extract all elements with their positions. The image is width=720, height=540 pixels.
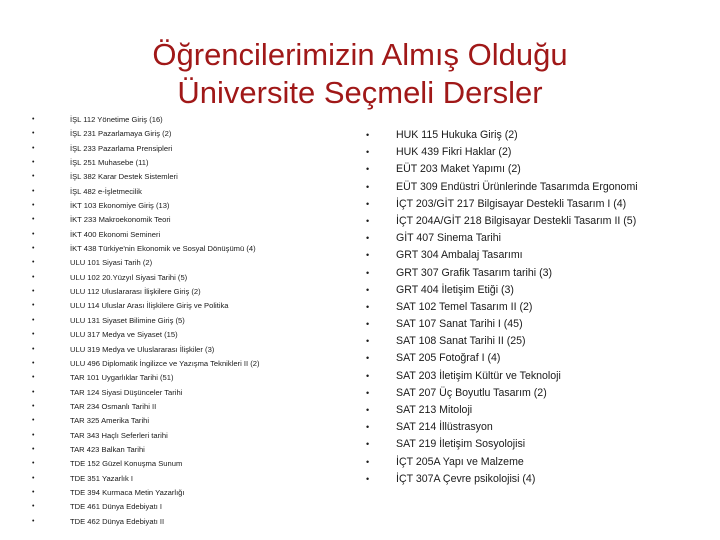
course-item: [362, 213, 712, 230]
course-item: [362, 299, 712, 316]
course-label: İŞL 482 e-İşletmecilik: [70, 186, 142, 196]
course-label: İÇT 204A/GİT 218 Bilgisayar Destekli Tasarım II (5): [396, 214, 637, 227]
course-item: [362, 436, 712, 453]
bullet-icon: •: [32, 402, 35, 410]
course-label: İÇT 205A Yapı ve Malzeme: [396, 455, 524, 468]
bullet-icon: •: [32, 488, 35, 496]
left-course-list: [30, 113, 350, 529]
course-label: SAT 102 Temel Tasarım II (2): [396, 300, 533, 313]
course-label: SAT 108 Sanat Tarihi II (25): [396, 335, 526, 348]
course-item: [30, 400, 350, 414]
course-label: HUK 115 Hukuka Giriş (2): [396, 129, 518, 141]
bullet-icon: •: [32, 474, 35, 482]
bullet-icon: •: [32, 173, 35, 181]
course-label: İŞL 382 Karar Destek Sistemleri: [70, 172, 178, 182]
course-item: [30, 285, 350, 299]
bullet-icon: •: [32, 460, 35, 468]
bullet-icon: •: [32, 345, 35, 353]
course-label: ULU 114 Uluslar Arası İlişkilere Giriş ve Politika: [70, 301, 229, 311]
bullet-icon: •: [32, 245, 35, 253]
course-label: ULU 112 Uluslararası İlişkilere Giriş (2): [70, 287, 201, 297]
course-label: SAT 203 İletişim Kültür ve Teknoloji: [396, 369, 561, 382]
bullet-icon: •: [366, 439, 370, 450]
course-item: [362, 144, 712, 161]
course-label: GİT 407 Sinema Tarihi: [396, 232, 502, 245]
course-item: [30, 328, 350, 342]
bullet-icon: •: [366, 215, 370, 226]
course-item: [362, 230, 712, 247]
course-item: [30, 199, 350, 213]
course-label: SAT 213 Mitoloji: [396, 404, 473, 416]
bullet-icon: •: [32, 187, 35, 195]
bullet-icon: •: [32, 130, 35, 138]
course-label: SAT 219 İletişim Sosyolojisi: [396, 438, 526, 451]
course-label: İÇT 203/GİT 217 Bilgisayar Destekli Tasarım I (4): [396, 197, 627, 210]
course-label: İKT 400 Ekonomi Semineri: [70, 229, 161, 239]
course-label: ULU 131 Siyaset Bilimine Giriş (5): [70, 315, 185, 325]
course-label: İŞL 112 Yönetime Giriş (16): [70, 115, 163, 124]
bullet-icon: •: [32, 388, 35, 396]
course-label: GRT 307 Grafik Tasarım tarihi (3): [396, 266, 553, 279]
bullet-icon: •: [32, 144, 35, 152]
bullet-icon: •: [32, 116, 35, 123]
course-item: [30, 113, 350, 127]
course-item: [30, 213, 350, 227]
bullet-icon: •: [32, 359, 35, 367]
bullet-icon: •: [366, 422, 370, 433]
course-item: [362, 454, 712, 471]
bullet-icon: •: [366, 250, 370, 261]
course-item: [30, 299, 350, 313]
bullet-icon: •: [32, 302, 35, 310]
course-label: TAR 101 Uygarlıklar Tarihi (51): [70, 373, 174, 383]
course-label: İŞL 251 Muhasebe (11): [70, 158, 149, 168]
bullet-icon: •: [32, 374, 35, 382]
course-item: [30, 271, 350, 285]
course-item: [30, 185, 350, 199]
course-label: SAT 205 Fotoğraf I (4): [396, 352, 501, 365]
course-item: [30, 127, 350, 141]
course-item: [30, 357, 350, 371]
course-item: [30, 228, 350, 242]
course-label: İKT 103 Ekonomiye Giriş (13): [70, 201, 170, 211]
bullet-icon: •: [32, 417, 35, 425]
course-label: HUK 439 Fikri Haklar (2): [396, 146, 512, 159]
course-item: [362, 368, 712, 385]
course-item: [362, 247, 712, 264]
course-item: [362, 316, 712, 333]
course-label: İÇT 307A Çevre psikolojisi (4): [396, 472, 536, 485]
course-label: İKT 438 Türkiye'nin Ekonomik ve Sosyal Dönüşümü (4): [70, 244, 256, 254]
bullet-icon: •: [32, 259, 35, 267]
course-label: GRT 304 Ambalaj Tasarımı: [396, 249, 523, 262]
course-label: İŞL 231 Pazarlamaya Giriş (2): [70, 129, 172, 139]
bullet-icon: •: [32, 431, 35, 439]
course-label: İŞL 233 Pazarlama Prensipleri: [70, 143, 173, 153]
bullet-icon: •: [366, 473, 370, 484]
course-label: ULU 317 Medya ve Siyaset (15): [70, 330, 178, 340]
bullet-icon: •: [366, 267, 370, 278]
course-item: [30, 443, 350, 457]
course-item: [362, 419, 712, 436]
course-label: TAR 124 Siyasi Düşünceler Tarihi: [70, 387, 183, 397]
bullet-icon: •: [366, 387, 370, 398]
course-label: ULU 319 Medya ve Uluslararası İlişkiler (3): [70, 344, 215, 354]
course-item: [362, 333, 712, 350]
course-item: [362, 350, 712, 367]
bullet-icon: •: [32, 517, 35, 525]
bullet-icon: •: [32, 503, 35, 511]
course-label: SAT 207 Üç Boyutlu Tasarım (2): [396, 386, 547, 399]
bullet-icon: •: [32, 273, 35, 281]
bullet-icon: •: [32, 216, 35, 224]
bullet-icon: •: [366, 456, 370, 467]
course-item: [30, 515, 350, 529]
course-item: [30, 371, 350, 385]
course-label: TDE 152 Güzel Konuşma Sunum: [70, 459, 183, 469]
course-item: [362, 402, 712, 419]
bullet-icon: •: [366, 353, 370, 364]
bullet-icon: •: [32, 159, 35, 167]
bullet-icon: •: [366, 198, 370, 209]
course-item: [30, 314, 350, 328]
course-label: İKT 233 Makroekonomik Teori: [70, 215, 171, 225]
course-label: TAR 234 Osmanlı Tarihi II: [70, 401, 157, 411]
course-item: [30, 386, 350, 400]
course-item: [30, 500, 350, 514]
course-item: [30, 429, 350, 443]
course-label: SAT 214 İllüstrasyon: [396, 421, 493, 434]
bullet-icon: •: [366, 147, 370, 158]
course-item: [30, 170, 350, 184]
course-item: [30, 486, 350, 500]
course-label: TDE 461 Dünya Edebiyatı I: [70, 502, 163, 512]
course-item: [362, 179, 712, 196]
bullet-icon: •: [366, 233, 370, 244]
course-item: [30, 457, 350, 471]
bullet-icon: •: [366, 336, 370, 347]
bullet-icon: •: [32, 288, 35, 296]
course-label: ULU 496 Diplomatik İngilizce ve Yazışma Teknikleri II (2): [70, 358, 260, 368]
bullet-icon: •: [366, 284, 370, 295]
course-item: [30, 472, 350, 486]
course-label: TAR 325 Amerika Tarihi: [70, 416, 150, 426]
course-label: TAR 343 Haçlı Seferleri tarihi: [70, 430, 168, 440]
course-label: TDE 351 Yazarlık I: [70, 473, 134, 483]
course-label: GRT 404 İletişim Etiği (3): [396, 283, 514, 296]
course-item: [362, 385, 712, 402]
bullet-icon: •: [366, 319, 370, 330]
course-item: [362, 265, 712, 282]
course-label: ULU 101 Siyasi Tarih (2): [70, 258, 153, 268]
title-line-2: Üniversite Seçmeli Dersler: [177, 75, 543, 110]
course-item: [30, 256, 350, 270]
course-item: [362, 161, 712, 178]
bullet-icon: •: [32, 331, 35, 339]
course-label: TAR 423 Balkan Tarihi: [70, 444, 145, 454]
bullet-icon: •: [32, 445, 35, 453]
bullet-icon: •: [32, 230, 35, 238]
bullet-icon: •: [366, 181, 370, 192]
course-item: [362, 282, 712, 299]
bullet-icon: •: [366, 405, 370, 415]
course-item: [30, 156, 350, 170]
bullet-icon: •: [32, 202, 35, 210]
course-item: [30, 343, 350, 357]
bullet-icon: •: [32, 316, 35, 324]
bullet-icon: •: [366, 370, 370, 381]
course-label: SAT 107 Sanat Tarihi I (45): [396, 318, 523, 331]
title-line-1: Öğrencilerimizin Almış Olduğu: [152, 37, 568, 72]
right-course-list: [362, 127, 712, 488]
course-label: TDE 394 Kurmaca Metin Yazarlığı: [70, 487, 185, 497]
course-item: [30, 142, 350, 156]
course-item: [362, 127, 712, 144]
bullet-icon: •: [366, 164, 370, 175]
course-item: [30, 414, 350, 428]
course-label: TDE 462 Dünya Edebiyatı II: [70, 516, 165, 526]
course-item: [30, 242, 350, 256]
bullet-icon: •: [366, 301, 370, 312]
bullet-icon: •: [366, 130, 370, 140]
course-item: [362, 471, 712, 488]
course-label: EÜT 309 Endüstri Ürünlerinde Tasarımda Ergonomi: [396, 180, 638, 193]
course-label: ULU 102 20.Yüzyıl Siyasi Tarihi (5): [70, 272, 188, 282]
page-title: [60, 36, 660, 112]
course-item: [362, 196, 712, 213]
course-label: EÜT 203 Maket Yapımı (2): [396, 163, 521, 176]
